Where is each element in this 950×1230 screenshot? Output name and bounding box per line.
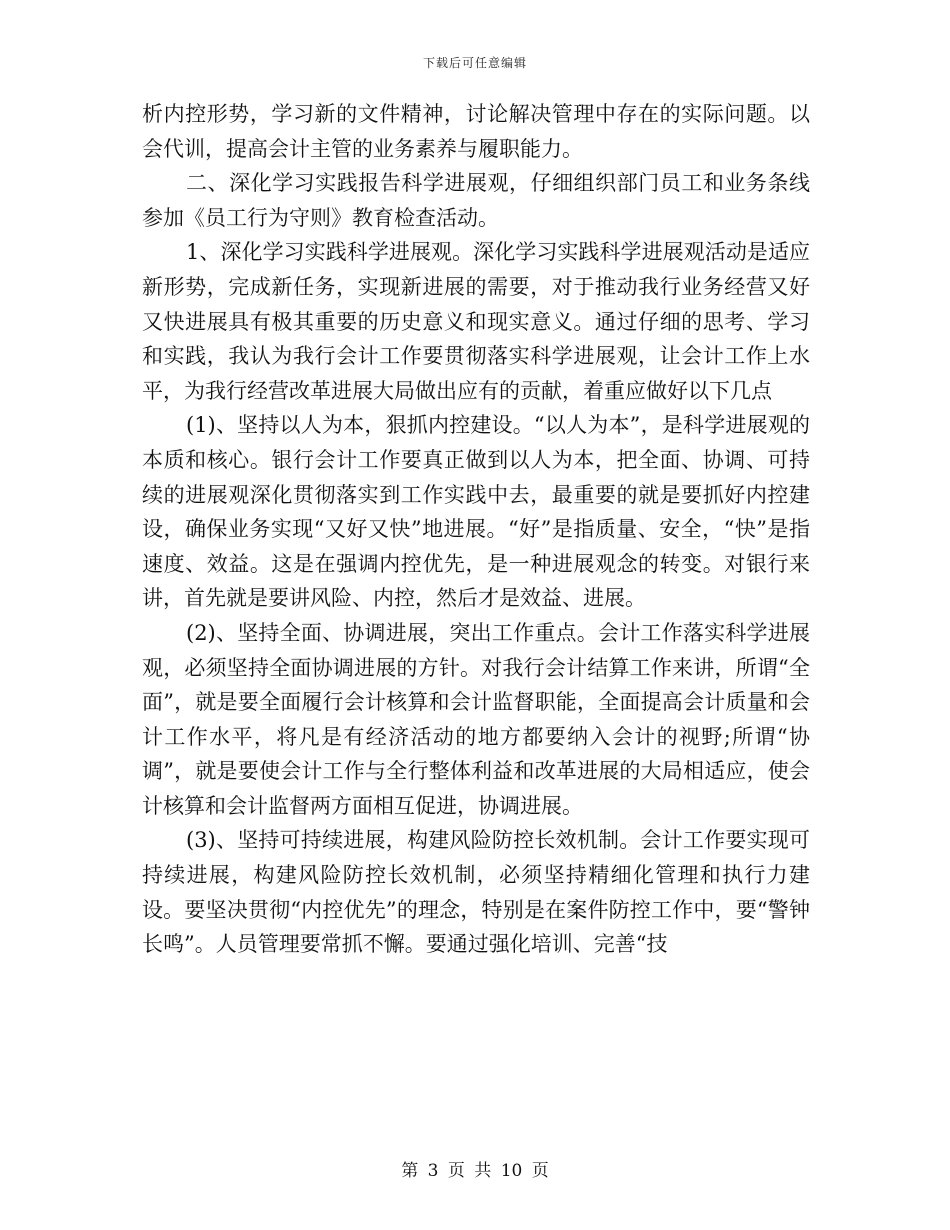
paragraph-5: (2)、坚持全面、协调进展，突出工作重点。会计工作落实科学进展观，必须坚持全面协调进展的方针。对我行会计结算工作来讲，所谓“全面”，就是要全面履行会计核算和会计监督职能，全面提高会计质量和会计工作水平，将凡是有经济活动的地方都要纳入会计的视野;所谓“协调”，就是要使会计工作与全行整体利益和改革进展的大局相适应，使会计核算和会计监督两方面相互促进，协调进展。 <box>142 620 810 818</box>
page-header-note: 下载后可任意编辑 <box>422 56 527 70</box>
paragraph-2: 二、深化学习实践报告科学进展观，仔细组织部门员工和业务条线参加《员工行为守则》教育检查活动。 <box>142 171 810 230</box>
paragraph-4: (1)、坚持以人为本，狠抓内控建设。“以人为本”，是科学进展观的本质和核心。银行会计工作要真正做到以人为本，把全面、协调、可持续的进展观深化贯彻落实到工作实践中去，最重要的就是要抓好内控建设，确保业务实现“又好又快”地进展。“好”是指质量、安全，“快”是指速度、效益。这是在强调内控优先，是一种进展观念的转变。对银行来讲，首先就是要讲风险、内控，然后才是效益、进展。 <box>142 413 810 611</box>
document-body <box>142 97 810 962</box>
page-number-footer: 第 3 页 共 10 页 <box>401 1161 549 1181</box>
paragraph-1: 析内控形势，学习新的文件精神，讨论解决管理中存在的实际问题。以会代训，提高会计主管的业务素养与履职能力。 <box>142 102 810 161</box>
paragraph-3: 1、深化学习实践科学进展观。深化学习实践科学进展观活动是适应新形势，完成新任务，实现新进展的需要，对于推动我行业务经营又好又快进展具有极其重要的历史意义和现实意义。通过仔细的思考、学习和实践，我认为我行会计工作要贯彻落实科学进展观，让会计工作上水平，为我行经营改革进展大局做出应有的贡献，着重应做好以下几点 <box>142 240 810 403</box>
paragraph-6: (3)、坚持可持续进展，构建风险防控长效机制。会计工作要实现可持续进展，构建风险防控长效机制，必须坚持精细化管理和执行力建设。要坚决贯彻“内控优先”的理念，特别是在案件防控工作中，要“警钟长鸣”。人员管理要常抓不懈。要通过强化培训、完善“技 <box>142 828 810 957</box>
